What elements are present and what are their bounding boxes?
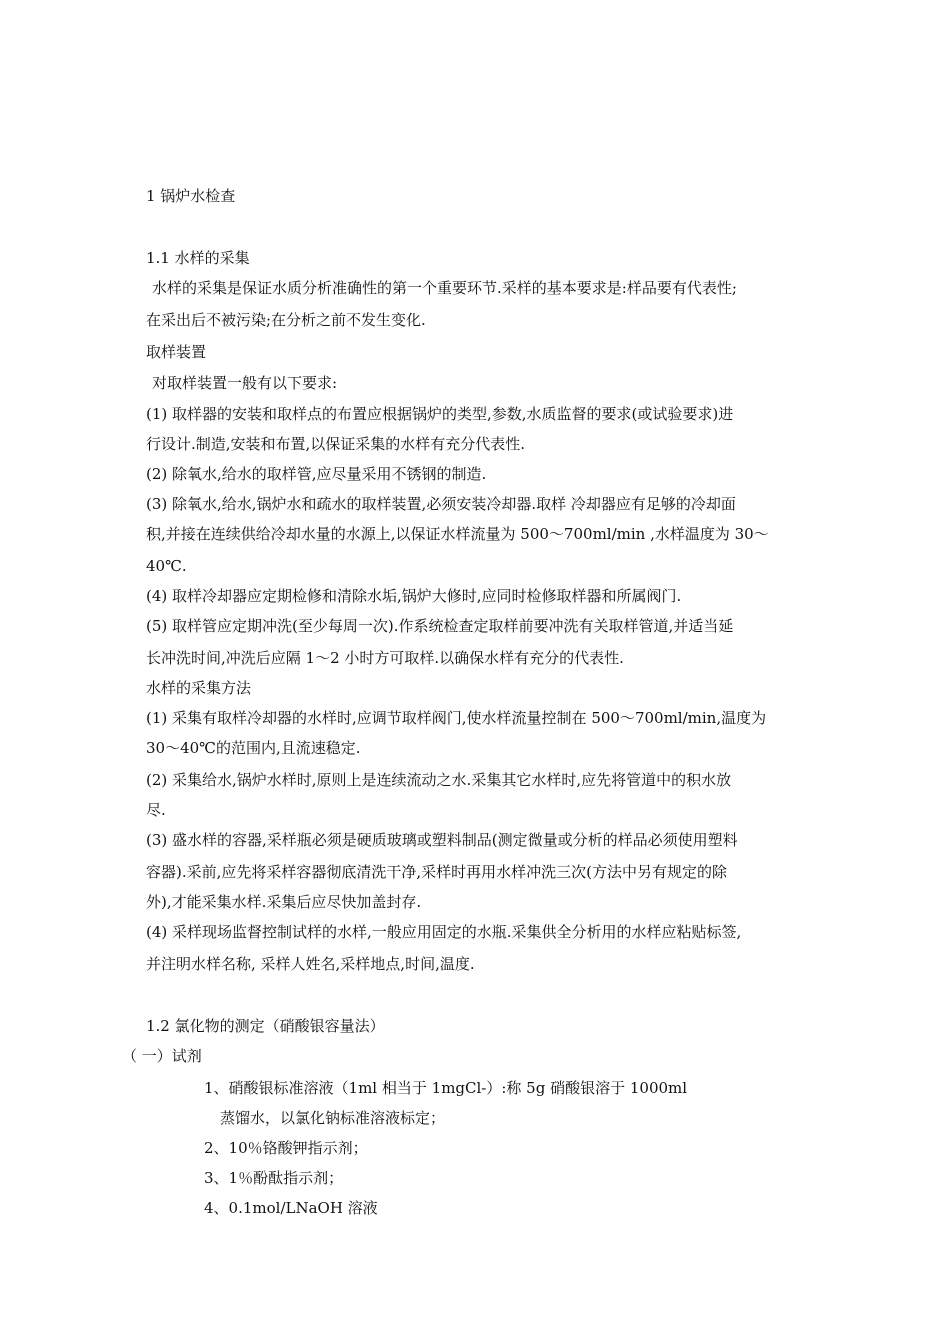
reagent-item: 3、1％酚酞指示剂；	[204, 1169, 344, 1187]
list-item: 尽.	[146, 801, 166, 819]
list-item: (4) 采样现场监督控制试样的水样,一般应用固定的水瓶.采集供全分析用的水样应粘贴标签,	[146, 923, 742, 941]
list-item: (5) 取样管应定期冲洗(至少每周一次).作系统检查定取样前要冲洗有关取样管道,并适当延	[146, 617, 734, 635]
list-item: (2) 采集给水,锅炉水样时,原则上是连续流动之水.采集其它水样时,应先将管道中的积水放	[146, 771, 732, 789]
list-item: 30～40℃的范围内,且流速稳定.	[146, 739, 361, 757]
reagent-item: 蒸馏水，以氯化钠标准溶液标定；	[220, 1109, 446, 1127]
subsection-title: 1.2 氯化物的测定（硝酸银容量法）	[146, 1017, 385, 1035]
list-item: (3) 除氧水,给水,锅炉水和疏水的取样装置,必须安装冷却器.取样 冷却器应有足够的冷却面	[146, 495, 736, 513]
list-item: 并注明水样名称, 采样人姓名,采样地点,时间,温度.	[146, 955, 475, 973]
list-item: 行设计.制造,安装和布置,以保证采集的水样有充分代表性.	[146, 435, 526, 453]
list-item: (1) 取样器的安装和取样点的布置应根据锅炉的类型,参数,水质监督的要求(或试验要求)进	[146, 405, 734, 423]
list-item: (4) 取样冷却器应定期检修和清除水垢,锅炉大修时,应同时检修取样器和所属阀门.	[146, 587, 682, 605]
reagent-heading: （ 一）试剂	[122, 1047, 202, 1065]
list-item: 外),才能采集水样.采集后应尽快加盖封存.	[146, 893, 422, 911]
list-item: 积,并接在连续供给冷却水量的水源上,以保证水样流量为 500～700ml/min ,水样温度为 30～	[146, 525, 769, 543]
paragraph-line: 水样的采集是保证水质分析准确性的第一个重要环节.采样的基本要求是:样品要有代表性;	[152, 279, 737, 297]
paragraph-line: 对取样装置一般有以下要求:	[152, 374, 338, 392]
reagent-item: 2、10％铬酸钾指示剂；	[204, 1139, 368, 1157]
reagent-item: 4、0.1mol/LNaOH 溶液	[204, 1199, 378, 1217]
heading-device: 取样装置	[146, 343, 207, 361]
heading-method: 水样的采集方法	[146, 679, 252, 697]
list-item: 容器).采前,应先将采样容器彻底清洗干净,采样时再用水样冲洗三次(方法中另有规定的除	[146, 863, 728, 881]
list-item: 长冲洗时间,冲洗后应隔 1～2 小时方可取样.以确保水样有充分的代表性.	[146, 649, 624, 667]
section-title: 1 锅炉水检查	[146, 187, 236, 205]
paragraph-line: 在采出后不被污染;在分析之前不发生变化.	[146, 311, 426, 329]
list-item: (1) 采集有取样冷却器的水样时,应调节取样阀门,使水样流量控制在 500～700ml/min,温度为	[146, 709, 767, 727]
list-item: (3) 盛水样的容器,采样瓶必须是硬质玻璃或塑料制品(测定微量或分析的样品必须使用塑料	[146, 831, 738, 849]
reagent-item: 1、硝酸银标准溶液（1ml 相当于 1mgCl-）:称 5g 硝酸银溶于 1000ml	[204, 1079, 688, 1097]
list-item: 40℃.	[146, 557, 187, 575]
subsection-title: 1.1 水样的采集	[146, 249, 250, 267]
list-item: (2) 除氧水,给水的取样管,应尽量采用不锈钢的制造.	[146, 465, 487, 483]
